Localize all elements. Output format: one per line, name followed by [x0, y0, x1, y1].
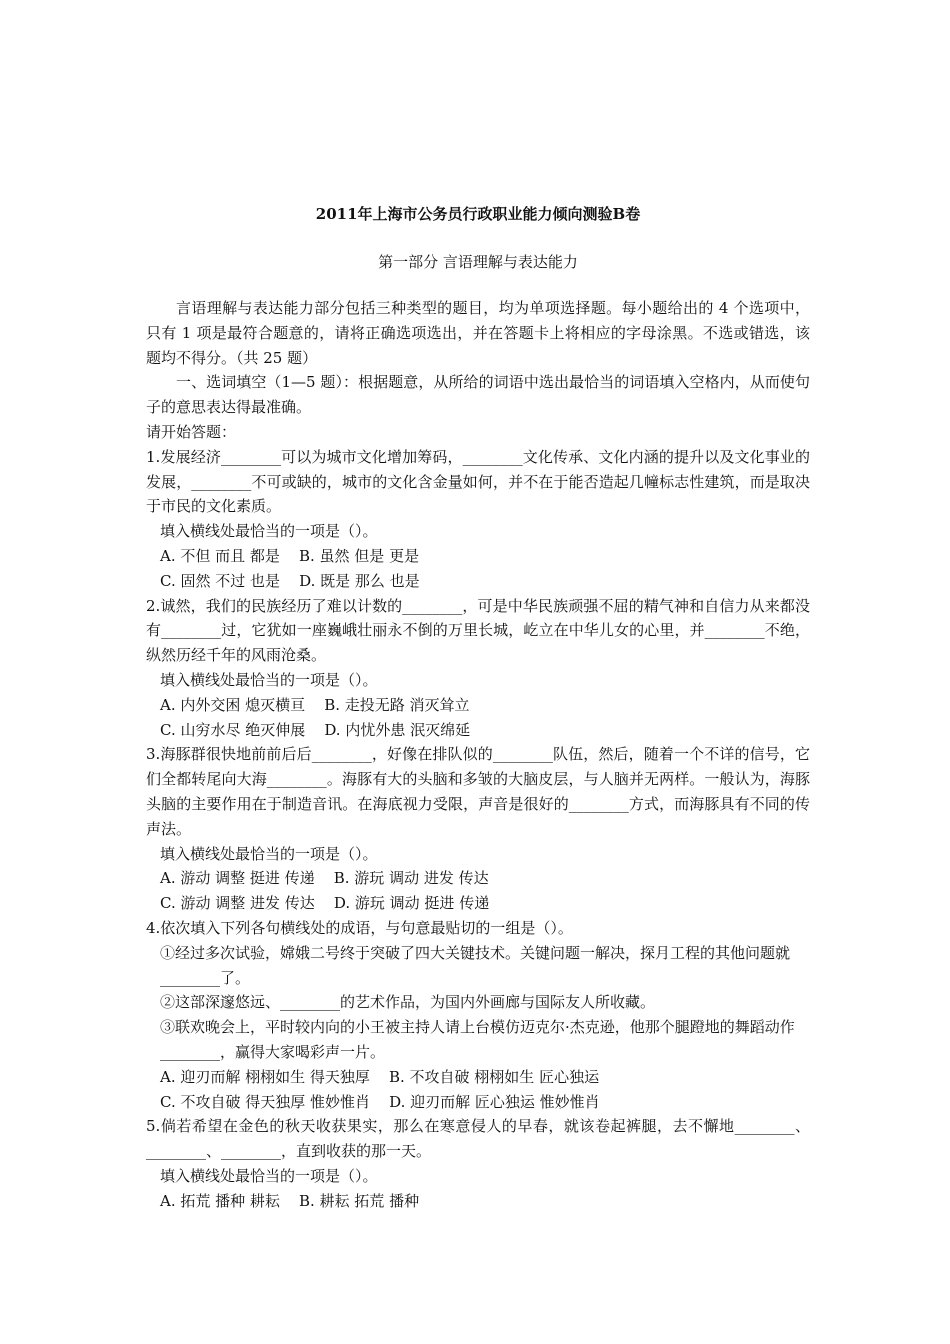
question-1-options-ab: A. 不但 而且 都是 B. 虽然 但是 更是: [160, 546, 420, 565]
question-3-options-ab: A. 游动 调整 挺进 传递 B. 游玩 调动 进发 传达: [160, 869, 489, 888]
question-3-text: 3.海豚群很快地前前后后________，好像在排队似的________队伍，然后，随着一个不详的信号，它们全都转尾向大海________。海豚有大的头脑和多皱的大脑皮层，与人脑并无两样。一般认为，海豚头脑的主要作用在于制造音讯。在海底视力受限，声音是很好的________方式，而海豚具有不同的传声法。: [146, 745, 810, 838]
question-5-prompt: 填入横线处最恰当的一项是（）。: [160, 1166, 378, 1185]
question-2-prompt: 填入横线处最恰当的一项是（）。: [160, 670, 378, 689]
question-4-text: 4.依次填入下列各句横线处的成语，与句意最贴切的一组是（）。: [146, 918, 573, 937]
question-4-options-ab: A. 迎刃而解 栩栩如生 得天独厚 B. 不攻自破 栩栩如生 匠心独运: [160, 1067, 600, 1086]
question-4-options-cd: C. 不攻自破 得天独厚 惟妙惟肖 D. 迎刃而解 匠心独运 惟妙惟肖: [160, 1092, 600, 1111]
question-1-prompt: 填入横线处最恰当的一项是（）。: [160, 522, 378, 541]
question-1-text: 1.发展经济________可以为城市文化增加筹码，________文化传承、文化内涵的提升以及文化事业的发展，________不可或缺的，城市的文化含金量如何，并不在于能否造起几幢标志性建筑，而是取决于市民的文化素质。: [146, 447, 810, 516]
question-2-options-ab: A. 内外交困 熄灭横亘 B. 走投无路 消灭耸立: [160, 695, 470, 714]
question-2-options-cd: C. 山穷水尽 绝灭伸展 D. 内忧外患 泯灭绵延: [160, 720, 471, 739]
document-title: 2011年上海市公务员行政职业能力倾向测验B卷: [315, 205, 641, 223]
question-5-options-ab: A. 拓荒 播种 耕耘 B. 耕耘 拓荒 播种: [160, 1191, 420, 1210]
question-4-item-2: ②这部深邃悠远、________的艺术作品，为国内外画廊与国际友人所收藏。: [160, 993, 656, 1012]
section-title: 第一部分 言语理解与表达能力: [378, 253, 578, 271]
question-2-text: 2.诚然，我们的民族经历了难以计数的________，可是中华民族顽强不屈的精气神和自信力从来都没有________过，它犹如一座巍峨壮丽永不倒的万里长城，屹立在中华儿女的心里，并________不绝，纵然历经千年的风雨沧桑。: [146, 596, 810, 665]
question-3-options-cd: C. 游动 调整 进发 传达 D. 游玩 调动 挺进 传递: [160, 894, 490, 913]
part1-instruction: 一、选词填空（1—5 题）：根据题意，从所给的词语中选出最恰当的词语填入空格内，从而使句子的意思表达得最准确。: [146, 373, 810, 417]
intro-paragraph: 言语理解与表达能力部分包括三种类型的题目，均为单项选择题。每小题给出的 4 个选项中，只有 1 项是最符合题意的，请将正确选项选出，并在答题卡上将相应的字母涂黑。不选或错选，该题均不得分。（共 25 题）: [146, 299, 810, 367]
start-prompt: 请开始答题：: [146, 422, 237, 441]
document-page: [146, 202, 810, 1213]
question-4-item-3: ③联欢晚会上，平时较内向的小王被主持人请上台模仿迈克尔·杰克逊，他那个腿蹬地的舞蹈动作________，赢得大家喝彩声一片。: [160, 1018, 795, 1061]
question-3-prompt: 填入横线处最恰当的一项是（）。: [160, 844, 378, 863]
question-1-options-cd: C. 固然 不过 也是 D. 既是 那么 也是: [160, 571, 420, 590]
question-5-text: 5.倘若希望在金色的秋天收获果实，那么在寒意侵人的早春，就该卷起裤腿，去不懈地________、________、________，直到收获的那一天。: [146, 1117, 810, 1161]
question-4-item-1: ①经过多次试验，嫦娥二号终于突破了四大关键技术。关键问题一解决，探月工程的其他问题就________了。: [160, 943, 791, 987]
